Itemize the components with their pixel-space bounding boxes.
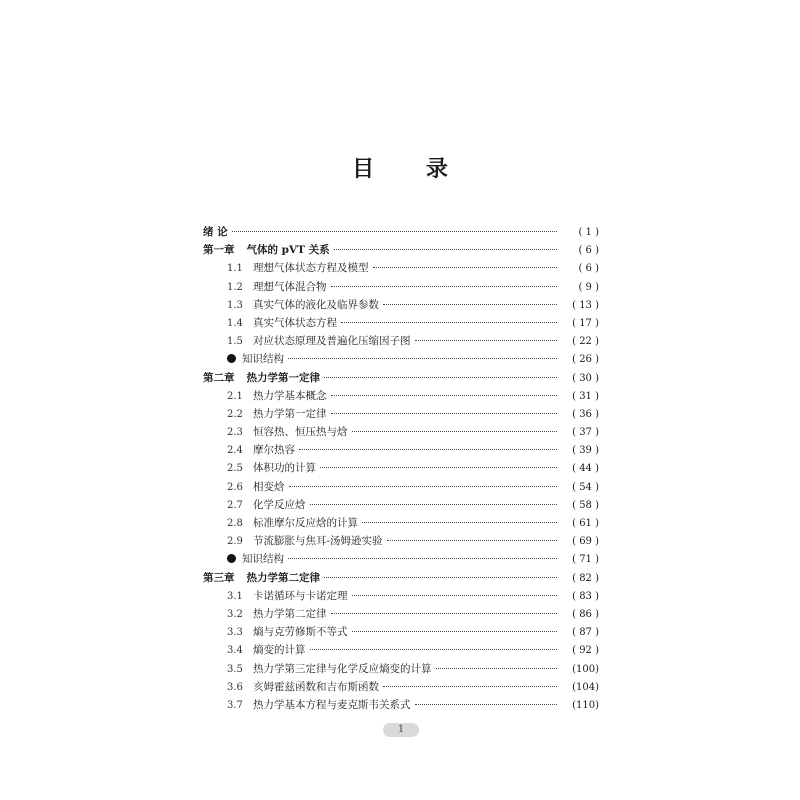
toc-entry-title: 化学反应焓 [253,498,306,511]
dot-leader [362,511,557,523]
section-number: 3.3 [227,627,243,639]
dot-leader [289,475,558,487]
toc-entry-title: 热力学第一定律 [246,371,320,384]
toc-entry[interactable] [203,696,599,714]
bullet-icon [227,554,236,563]
toc-page-number: ( 54 ) [572,481,599,493]
dot-leader [310,493,558,505]
toc-entry-title: 熵与克劳修斯不等式 [253,626,348,639]
dot-leader [331,402,558,414]
toc-page-number: ( 31 ) [572,390,599,402]
toc-page-number: ( 9 ) [578,281,599,293]
chapter-number: 第二章 [203,371,235,384]
section-number: 3.6 [227,681,243,693]
section-number: 1.4 [227,317,243,329]
dot-leader [288,347,557,359]
toc-entry-title: 相变焓 [253,480,285,493]
section-number: 1.3 [227,299,243,311]
toc-entry-title: 真实气体的液化及临界参数 [253,298,379,311]
toc-entry-title: 恒容热、恒压热与焓 [253,426,348,439]
section-number: 2.8 [227,518,243,529]
dot-leader [383,293,557,305]
dot-leader [299,438,557,450]
toc-entry-title: 对应状态原理及普遍化压缩因子图 [253,335,411,348]
toc-entry-title: 热力学第三定律与化学反应熵变的计算 [253,662,432,675]
toc-entry-title: 绪 论 [203,226,228,238]
dot-leader [331,602,558,614]
toc-page-number: ( 44 ) [572,463,599,475]
section-number: 3.2 [227,608,243,620]
toc-page-number: ( 17 ) [572,317,599,329]
toc-page-number: ( 22 ) [572,336,599,348]
dot-leader [373,256,558,268]
dot-leader [334,238,557,250]
toc-page-number: (110) [572,699,599,711]
toc-entry-title: 理想气体混合物 [253,280,327,293]
toc-entry-title: 知识结构 [242,353,284,366]
chapter-number: 第三章 [203,571,235,584]
toc-entry-title: 热力学基本概念 [253,389,327,402]
toc-page-number: ( 86 ) [572,608,599,620]
section-number: 2.2 [227,408,243,420]
table-of-contents [203,223,599,714]
toc-page-number: ( 69 ) [572,536,599,548]
toc-entry-title: 热力学第二定律 [246,571,320,584]
toc-page-number: ( 36 ) [572,408,599,420]
toc-page-number: (100) [572,663,599,675]
toc-entry-title: 热力学基本方程与麦克斯韦关系式 [253,698,411,711]
toc-page-number: ( 37 ) [572,427,599,439]
toc-entry-title: 卡诺循环与卡诺定理 [253,589,348,602]
dot-leader [352,584,558,596]
section-number: 2.6 [227,481,243,493]
dot-leader [352,620,558,632]
toc-entry-title: 标准摩尔反应焓的计算 [253,517,358,529]
dot-leader [310,638,558,650]
dot-leader [387,529,557,541]
dot-leader [232,220,557,232]
page-title: 目 录 [352,156,470,182]
section-number: 2.1 [227,390,243,402]
dot-leader [288,547,557,559]
section-number: 3.1 [227,590,243,602]
toc-page-number: ( 6 ) [578,263,599,275]
section-number: 2.7 [227,499,243,511]
dot-leader [324,366,557,378]
section-number: 3.5 [227,663,243,675]
dot-leader [352,420,558,432]
section-number: 2.4 [227,445,243,457]
toc-page-number: (104) [572,681,599,693]
dot-leader [415,693,558,705]
dot-leader [331,275,558,287]
page-number: 1 [383,723,419,737]
toc-page-number: ( 30 ) [572,372,599,384]
section-number: 1.2 [227,281,243,293]
section-number: 1.5 [227,336,243,348]
toc-entry-title: 摩尔热容 [253,444,295,457]
toc-page-number: ( 71 ) [572,554,599,566]
toc-page-number: ( 13 ) [572,299,599,311]
dot-leader [341,311,557,323]
toc-entry-title: 理想气体状态方程及模型 [253,262,369,275]
toc-page-number: ( 58 ) [572,499,599,511]
toc-page-number: ( 1 ) [578,227,599,238]
dot-leader [415,329,558,341]
toc-entry-title: 体积功的计算 [253,462,316,475]
toc-page-number: ( 87 ) [572,627,599,639]
toc-entry-title: 气体的 pVT 关系 [246,244,330,257]
section-number: 1.1 [227,263,243,275]
bullet-icon [227,354,236,363]
toc-page-number: ( 83 ) [572,590,599,602]
toc-entry-title: 亥姆霍兹函数和吉布斯函数 [253,680,379,693]
dot-leader [331,384,558,396]
dot-leader [383,675,557,687]
toc-entry-title: 熵变的计算 [253,644,306,657]
section-number: 3.4 [227,645,243,657]
section-number: 2.3 [227,427,243,439]
section-number: 3.7 [227,699,243,711]
toc-entry-title: 真实气体状态方程 [253,316,337,329]
toc-page-number: ( 26 ) [572,354,599,366]
toc-entry-title: 热力学第一定律 [253,407,327,420]
dot-leader [320,456,557,468]
toc-page-number: ( 92 ) [572,645,599,657]
toc-page-number: ( 61 ) [572,518,599,529]
toc-page-number: ( 39 ) [572,445,599,457]
section-number: 2.9 [227,536,243,548]
toc-entry-title: 知识结构 [242,553,284,566]
dot-leader [324,566,557,578]
toc-entry-title: 节流膨胀与焦耳-汤姆逊实验 [253,535,383,548]
toc-page-number: ( 6 ) [578,245,599,257]
dot-leader [436,657,558,669]
toc-entry-title: 热力学第二定律 [253,607,327,620]
toc-page-number: ( 82 ) [572,572,599,584]
chapter-number: 第一章 [203,244,235,257]
section-number: 2.5 [227,463,243,475]
